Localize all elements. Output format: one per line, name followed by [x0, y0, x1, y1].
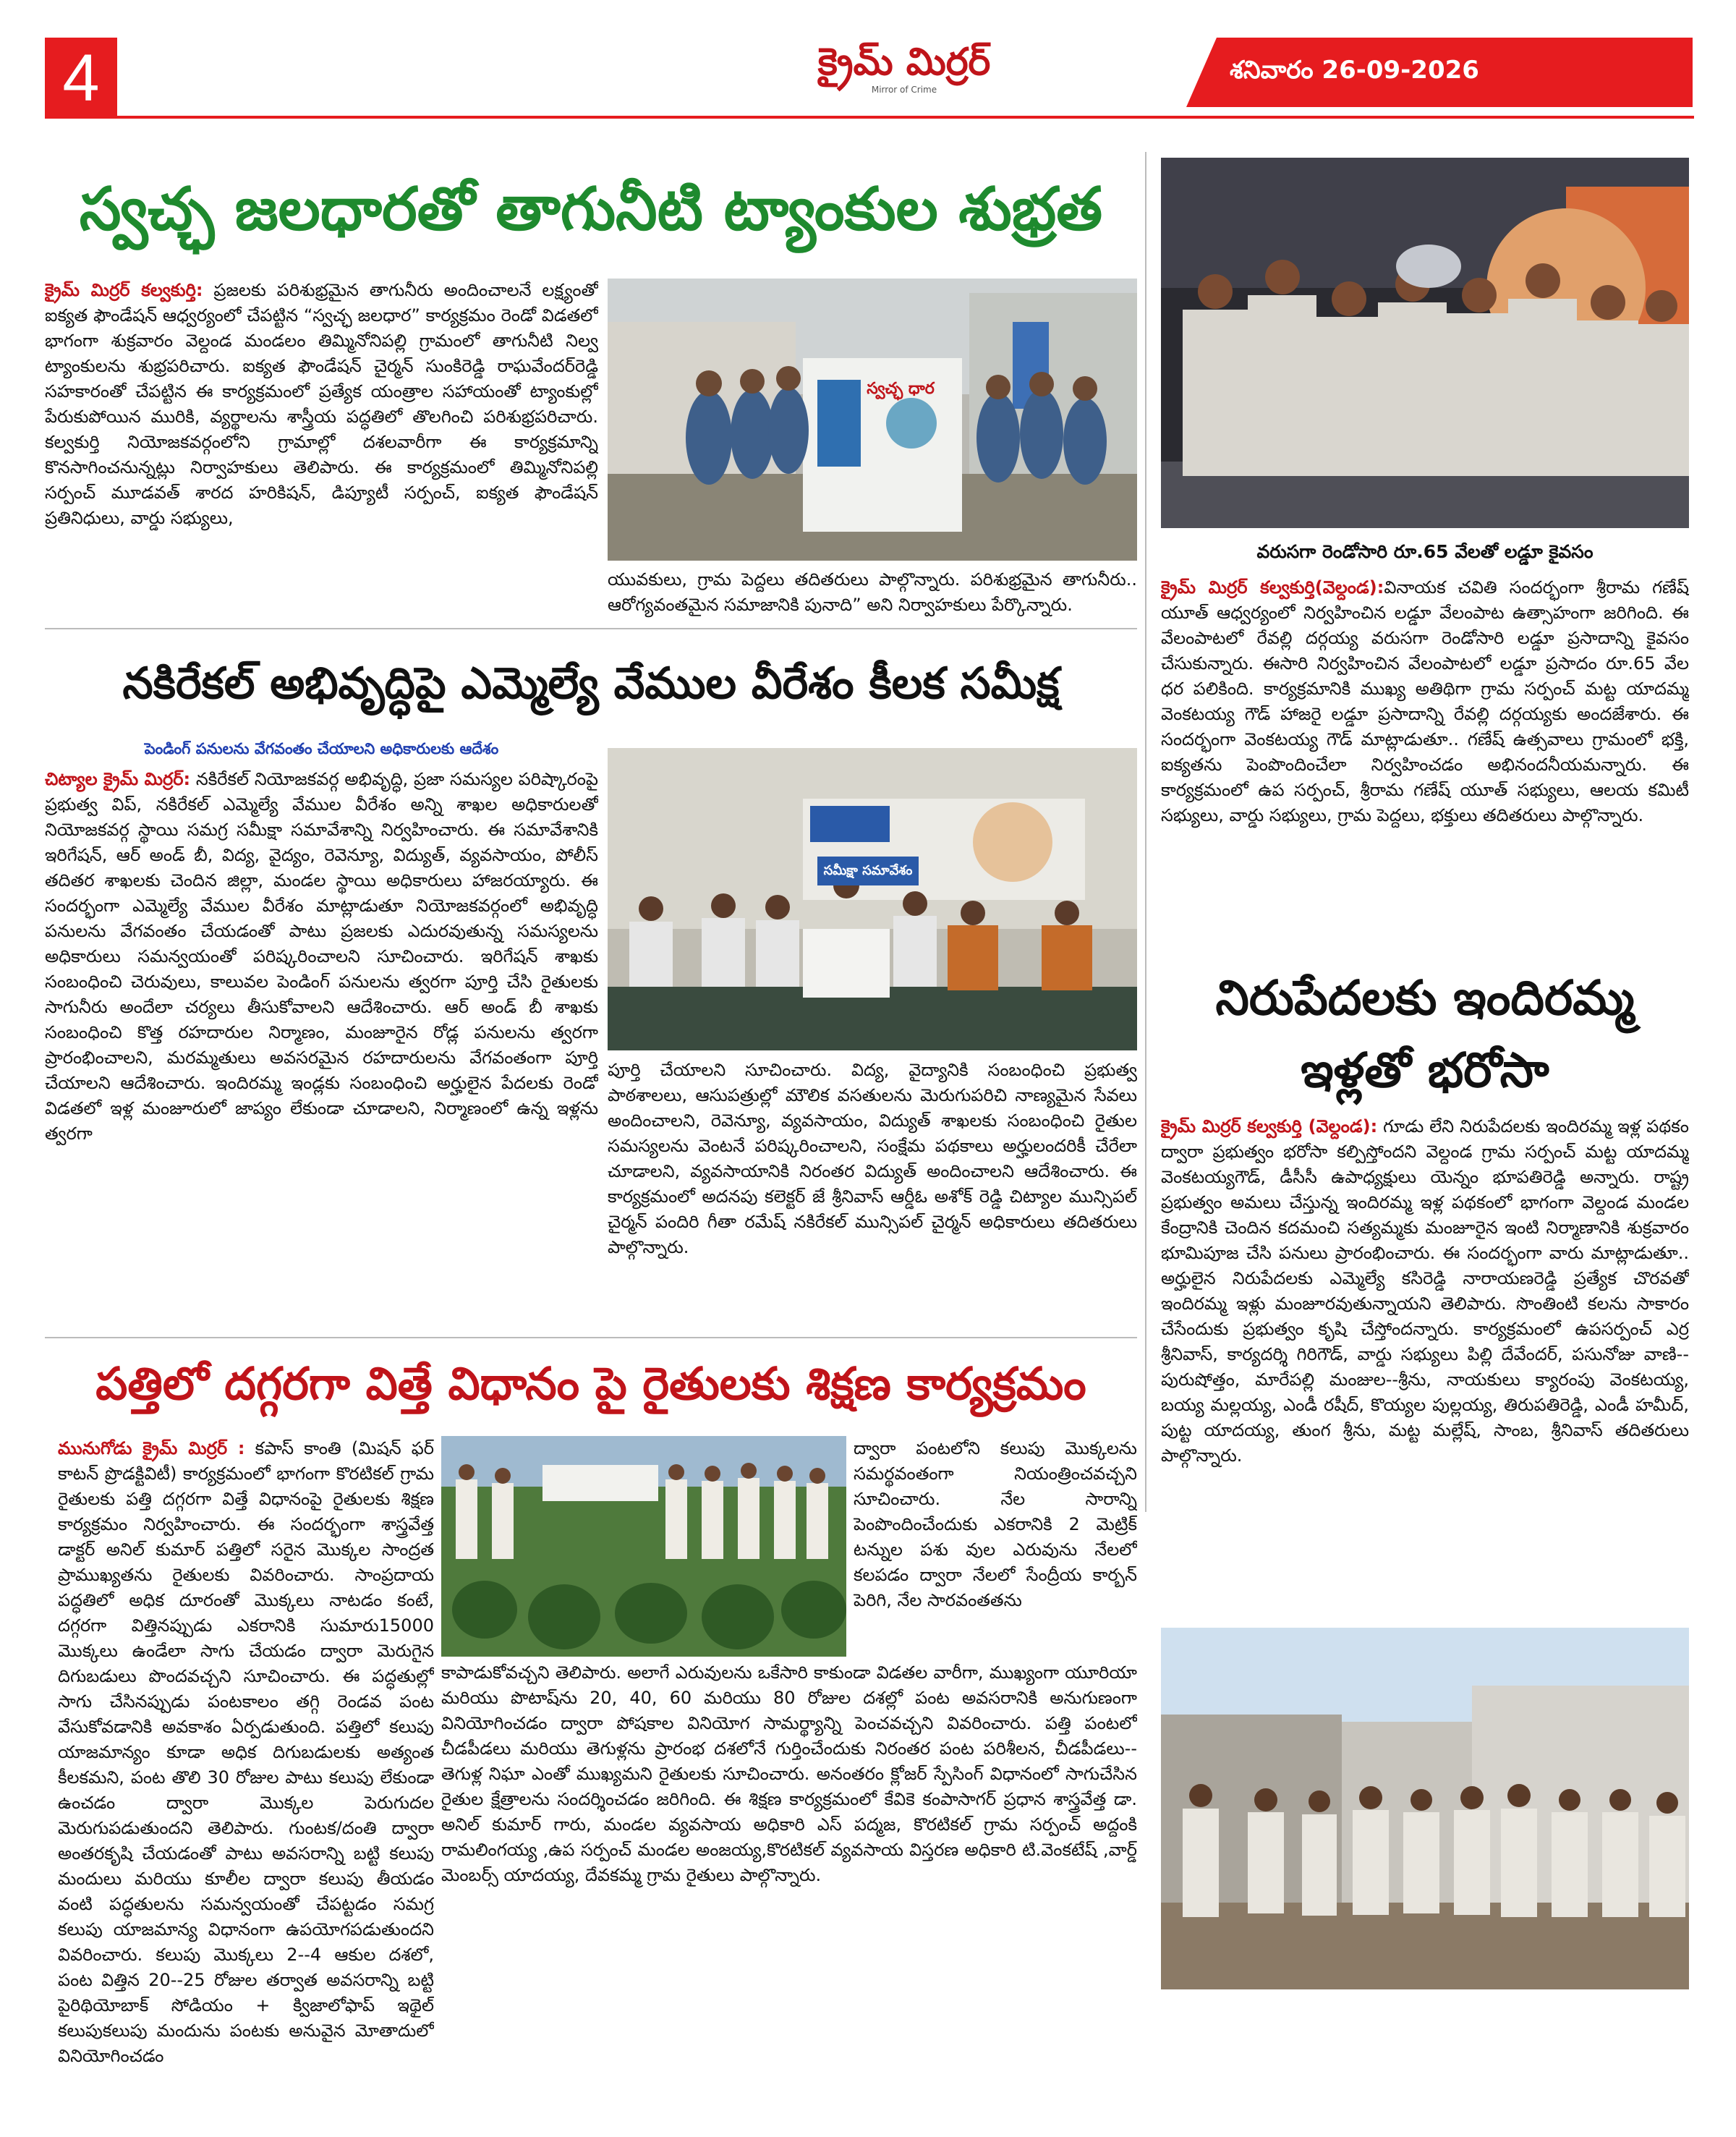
article1-headline: స్వచ్ఛ జలధారతో తాగునీటి ట్యాంకుల శుభ్రత — [79, 175, 1103, 244]
article1-body-left — [45, 278, 598, 618]
article4-body — [1161, 1114, 1689, 1613]
article5-text-col1: కపాస్ కాంతి (మిషన్ ఫర్ కాటన్ ప్రొడక్టివిటీ) కార్యక్రమంలో భాగంగా కొరటికల్ గ్రామ రైతులకు పత్తి దగ్గరగా విత్తే విధానంపై రైతులకు శిక్షణ కార్యక్రమం నిర్వహించారు. ఈ సందర్భంగా శాస్త్రవేత్త డాక్టర్ అనిల్ కుమార్ పత్తిలో సరైన మొక్కల సాంద్రత ప్రాముఖ్యతను రైతులకు వివరించారు. సాంప్రదాయ పద్ధతిలో అధిక దూరంతో మొక్కలు నాటడం కంటే, దగ్గరగా విత్తినప్పుడు ఎకరానికి సుమారు15000 మొక్కలు ఉండేలా సాగు చేయడం ద్వారా మెరుగైన దిగుబడులు పొందవచ్చని సూచించారు. ఈ పద్ధతుల్లో సాగు చేసినప్పుడు పంటకాలం తగ్గి రెండవ పంట వేసుకోవడానికి అవకాశం ఏర్పడుతుంది. పత్తిలో కలుపు యాజమాన్యం కూడా అధిక దిగుబడులకు అత్యంత కీలకమని, పంట తొలి 30 రోజుల పాటు కలుపు లేకుండా ఉంచడం ద్వారా మొక్కల పెరుగుదల మెరుగుపడుతుందని తెలిపారు. గుంటక/దంతి ద్వారా అంతరకృషి చేయడంతో పాటు అవసరాన్ని బట్టి కలుపు మందులు మరియు కూలీల ద్వారా కలుపు తీయడం వంటి పద్ధతులను సమన్వయంతో చేపట్టడం సమగ్ర కలుపు యాజమాన్య విధానంగా ఉపయోగపడుతుందని వివరించారు. కలుపు మొక్కలు 2--4 ఆకుల దశలో, పంట విత్తిన 20--25 రోజుల తర్వాత అవసరాన్ని బట్టి పైరిథియోబాక్ సోడియం + క్విజాలోఫాప్ ఇథైల్ కలుపుకలుపు మందును పంటకు అనువైన మోతాదులో వినియోగించడం — [58, 1438, 434, 2066]
article3-banner-text: సమీక్షా సమావేశం — [817, 857, 919, 885]
masthead-title: క్రైమ్ మిర్రర్ — [817, 41, 991, 84]
header-rule — [45, 116, 1694, 119]
article5-body-col2-top: ద్వారా పంటలోని కలుపు మొక్కలను సమర్థవంతంగా నియంత్రించవచ్చని సూచించారు. నేల సారాన్ని పెంపొందించేందుకు ఎకరానికి 2 మెట్రిక్ టన్నుల పశు వుల ఎరువును నేలలో కలపడం ద్వారా నేలలో సేంద్రీయ కార్బన్ పెరిగి, నేల సారవంతతను — [854, 1438, 1137, 1610]
issue-date: శనివారం 26-09-2026 — [1230, 56, 1479, 85]
article3-headline: నకిరేకల్ అభివృద్ధిపై ఎమ్మెల్యే వేముల వీరేశం కీలక సమీక్ష — [122, 658, 1060, 709]
article2-dateline: క్రైమ్ మిర్రర్ కల్వకుర్తి(వెల్దండ): — [1161, 577, 1384, 598]
article5-photo — [441, 1436, 846, 1657]
masthead-tagline: Mirror of Crime — [871, 85, 937, 95]
article4-text: గూడు లేని నిరుపేదలకు ఇందిరమ్మ ఇళ్ల పథకం ద్వారా ప్రభుత్వం భరోసా కల్పిస్తోందని వెల్దండ గ్రామ సర్పంచ్ మట్ట యాదమ్మ వెంకటయ్యగౌడ్, డీసీసీ ఉపాధ్యక్షులు యెన్నం భూపతిరెడ్డి అన్నారు. రాష్ట్ర ప్రభుత్వం అమలు చేస్తున్న ఇందిరమ్మ ఇళ్ల పథకంలో భాగంగా వెల్దండ మండల కేంద్రానికి చెందిన కదమంచి సత్యమ్మకు మంజూరైన ఇంటి నిర్మాణానికి శుక్రవారం భూమిపూజ చేసి పనులు ప్రారంభించారు. ఈ సందర్భంగా వారు మాట్లాడుతూ.. అర్హులైన నిరుపేదలకు ఎమ్మెల్యే కసిరెడ్డి నారాయణరెడ్డి ప్రత్యేక చొరవతో ఇందిరమ్మ ఇళ్లు మంజూరవుతున్నాయని తెలిపారు. సొంతింటి కలను సాకారం చేసేందుకు ప్రభుత్వం కృషి చేస్తోందన్నారు. కార్యక్రమంలో ఉపసర్పంచ్ ఎర్ర శ్రీనివాస్, కార్యదర్శి గిరిగౌడ్, వార్డు సభ్యులు పిల్లి దేవేందర్, పసునోజు వాణి--పురుషోత్తం, మారేపల్లి మంజుల--శ్రీను, నాయకులు క్యారంపు వెంకటయ్య, బయ్య మల్లయ్య, ఎండీ రషీద్, కొయ్యల పుల్లయ్య, తిరుపతిరెడ్డి, ఎండీ హమీద్, పుట్ట యాదయ్య, తుంగ శ్రీను, మట్ట మల్లేష్, సాంబ, శ్రీనివాస్ తదితరులు పాల్గొన్నారు. — [1161, 1116, 1689, 1466]
article3-text-left: నకిరేకల్ నియోజకవర్గ అభివృద్ధి, ప్రజా సమస్యల పరిష్కారంపై ప్రభుత్వ విప్, నకిరేకల్ ఎమ్మెల్యే వేముల వీరేశం అన్ని శాఖల అధికారులతో నియోజకవర్గ స్థాయి సమగ్ర సమీక్షా సమావేశాన్ని నిర్వహించారు. ఈ సమావేశానికి ఇరిగేషన్, ఆర్ అండ్ బీ, విద్య, వైద్యం, రెవెన్యూ, విద్యుత్, వ్యవసాయం, పోలీస్ తదితర శాఖలకు చెందిన జిల్లా, మండల స్థాయి అధికారులు హాజరయ్యారు. ఈ సందర్భంగా ఎమ్మెల్యే వేముల వీరేశం మాట్లాడుతూ నియోజకవర్గంలో అభివృద్ధి పనులను వేగవంతం చేయడంతో పాటు ప్రజలకు ఎదురవుతున్న సమస్యలను అధికారులు సమన్వయంతో పరిష్కరించాలని సూచించారు. ఇరిగేషన్ శాఖకు సంబంధించి చెరువులు, కాలువల పెండింగ్ పనులను త్వరగా పూర్తి చేసి రైతులకు సాగునీరు అందేలా చర్యలు తీసుకోవాలని ఆదేశించారు. ఆర్ అండ్ బీ శాఖకు సంబంధించి కొత్త రహదారుల నిర్మాణం, మంజూరైన రోడ్ల పనులను త్వరగా ప్రారంభించాలని, మరమ్మతులు అవసరమైన రహదారులను వేగవంతంగా పూర్తి చేయాలని ఆదేశించారు. ఇందిరమ్మ ఇండ్లకు సంబంధించి అర్హులైన పేదలకు రెండో విడతలో ఇళ్ల మంజూరులో జాప్యం లేకుండా చూడాలని, నిర్మాణంలో ఉన్న ఇళ్లను త్వరగా — [45, 769, 598, 1144]
article1-dateline: క్రైమ్ మిర్రర్ కల్వకుర్తి: — [45, 280, 203, 300]
page-number: 4 — [45, 38, 117, 119]
article3-subhead: పెండింగ్ పనులను వేగవంతం చేయాలని అధికారులకు ఆదేశం — [144, 740, 499, 757]
section-rule — [45, 628, 1137, 629]
article2-body — [1161, 575, 1689, 951]
article4-photo — [1161, 1628, 1689, 1989]
section-rule — [45, 1337, 1137, 1338]
article1-body-right: యువకులు, గ్రామ పెద్దలు తదితరులు పాల్గొన్నారు. పరిశుభ్రమైన తాగునీరు.. ఆరోగ్యవంతమైన సమాజానికి పునాది” అని నిర్వాహకులు పేర్కొన్నారు. — [608, 569, 1137, 615]
article1-photo — [608, 279, 1137, 561]
article3-body-right: పూర్తి చేయాలని సూచించారు. విద్య, వైద్యానికి సంబంధించి ప్రభుత్వ పాఠశాలలు, ఆసుపత్రుల్లో మౌలిక వసతులను మెరుగుపరిచి నాణ్యమైన సేవలు అందించాలని, రెవెన్యూ, వ్యవసాయం, విద్యుత్ శాఖలకు సంబంధించి రైతుల సమస్యలను వెంటనే పరిష్కరించాలని, సంక్షేమ పథకాలు అర్హులందరికీ చేరేలా చూడాలని, వ్యవసాయానికి నిరంతర విద్యుత్ అందించాలని ఆదేశించారు. ఈ కార్యక్రమంలో అదనపు కలెక్టర్ జే శ్రీనివాస్ ఆర్డీఓ అశోక్ రెడ్డి చిట్యాల మున్సిపల్ చైర్మన్ పందిరి గీతా రమేష్ నకిరేకల్ మున్సిపల్ చైర్మన్ అధికారులు తదితరులు పాల్గొన్నారు. — [608, 1060, 1137, 1257]
article1-text-left: ప్రజలకు పరిశుభ్రమైన తాగునీరు అందించాలనే లక్ష్యంతో ఐక్యత ఫౌండేషన్ ఆధ్వర్యంలో చేపట్టిన “స్వచ్ఛ జలధార” కార్యక్రమం రెండో విడతలో భాగంగా శుక్రవారం వెల్దండ మండలం తిమ్మినోనిపల్లి గ్రామంలో తాగునీటి నిల్వ ట్యాంకులను శుభ్రపరిచారు. ఐక్యత ఫౌండేషన్ చైర్మన్ సుంకిరెడ్డి రాఘవేందర్‌రెడ్డి సహకారంతో చేపట్టిన ఈ కార్యక్రమంలో ప్రత్యేక యంత్రాల సహాయంతో ట్యాంకుల్లో పేరుకుపోయిన మురికి, వ్యర్థాలను శాస్త్రీయ పద్ధతిలో తొలగించి పరిశుభ్రపరిచారు. కల్వకుర్తి నియోజకవర్గంలోని గ్రామాల్లో దశలవారీగా ఈ కార్యక్రమాన్ని కొనసాగించనున్నట్లు నిర్వాహకులు తెలిపారు. ఈ కార్యక్రమంలో తిమ్మినోనిపల్లి సర్పంచ్ మూడవత్ శారద హరికిషన్, డిప్యూటీ సర్పంచ్, ఐక్యత ఫౌండేషన్ ప్రతినిధులు, వార్డు సభ్యులు, — [45, 280, 598, 528]
article5-body-col2-bottom: కాపాడుకోవచ్చని తెలిపారు. అలాగే ఎరువులను ఒకేసారి కాకుండా విడతల వారీగా, ముఖ్యంగా యూరియా మరియు పొటాష్‌ను 20, 40, 60 మరియు 80 రోజుల దశల్లో పంట అవసరానికి అనుగుణంగా వినియోగించడం ద్వారా పోషకాల వినియోగ సామర్థ్యాన్ని పెంచవచ్చని వివరించారు. పత్తి పంటలో చీడపీడలు మరియు తెగుళ్లను ప్రారంభ దశలోనే గుర్తించేందుకు నిరంతర పంట పరిశీలన, చీడపీడలు--తెగుళ్ల నిఘా ఎంతో ముఖ్యమని రైతులకు సూచించారు. అనంతరం క్లోజర్ స్పేసింగ్ విధానంలో సాగుచేసిన రైతుల క్షేత్రాలను సందర్శించడం జరిగింది. ఈ శిక్షణ కార్యక్రమంలో కేవికె కంపాసాగర్ ప్రధాన శాస్త్రవేత్త డా. అనిల్ కుమార్ గారు, మండల వ్యవసాయ అధికారి ఎస్ పద్మజ, కొరటికల్ గ్రామ సర్పంచ్ అద్దంకి రామలింగయ్య ,ఉప సర్పంచ్ మండల అంజయ్య,కొరటికల్ వ్యవసాయ విస్తరణ అధికారి టి.వెంకటేష్ ,వార్డ్ మెంబర్స్ యాదయ్య, దేవకమ్మ గ్రామ రైతులు పాల్గొన్నారు. — [441, 1662, 1137, 1885]
article2-text: వినాయక చవితి సందర్భంగా శ్రీరామ గణేష్ యూత్ ఆధ్వర్యంలో నిర్వహించిన లడ్డూ వేలంపాట ఉత్సాహంగా జరిగింది. ఈ వేలంపాటలో రేవల్లి దర్గయ్య వరుసగా రెండోసారి లడ్డూ ప్రసాదాన్ని కైవసం చేసుకున్నారు. ఈసారి నిర్వహించిన వేలంపాటలో లడ్డూ ప్రసాదం రూ.65 వేల ధర పలికింది. కార్యక్రమానికి ముఖ్య అతిథిగా గ్రామ సర్పంచ్ మట్ట యాదమ్మ వెంకటయ్య గౌడ్ హాజరై లడ్డూ ప్రసాదాన్ని రేవల్లి దర్గయ్యకు అందజేశారు. ఈ సందర్భంగా వెంకటయ్య గౌడ్ మాట్లాడుతూ.. గణేష్ ఉత్సవాలు గ్రామంలో భక్తి, ఐక్యతను పెంపొందించేలా నిర్వహించడం అభినందనీయమన్నారు. ఈ కార్యక్రమంలో ఉప సర్పంచ్, శ్రీరామ గణేష్ యూత్ సభ్యులు, ఆలయ కమిటీ సభ్యులు, వార్డు సభ్యులు, గ్రామ పెద్దలు, భక్తులు తదితరులు పాల్గొన్నారు. — [1161, 577, 1689, 825]
article5-dateline: మునుగోడు క్రైమ్ మిర్రర్ : — [58, 1438, 245, 1458]
article4-headline: నిరుపేదలకు ఇందిరమ్మ ఇళ్లతో భరోసా — [1215, 970, 1635, 1098]
article3-body-left — [45, 767, 598, 1324]
article3-dateline: చిట్యాల క్రైమ్ మిర్రర్: — [45, 769, 191, 789]
article5-body-col1 — [58, 1436, 434, 2116]
column-divider — [1145, 152, 1146, 1512]
article5-headline: పత్తిలో దగ్గరగా విత్తే విధానం పై రైతులకు శిక్షణ కార్యక్రమం — [95, 1357, 1086, 1410]
article1-banner-text: స్వచ్ఛ ధార — [867, 380, 935, 398]
masthead — [745, 41, 1063, 98]
article2-photo — [1161, 158, 1689, 528]
article4-dateline: క్రైమ్ మిర్రర్ కల్వకుర్తి (వెల్దండ): — [1161, 1116, 1378, 1137]
article3-photo — [608, 748, 1137, 1050]
article2-headline: వరుసగా రెండోసారి రూ.65 వేలతో లడ్డూ కైవసం — [1161, 537, 1689, 567]
